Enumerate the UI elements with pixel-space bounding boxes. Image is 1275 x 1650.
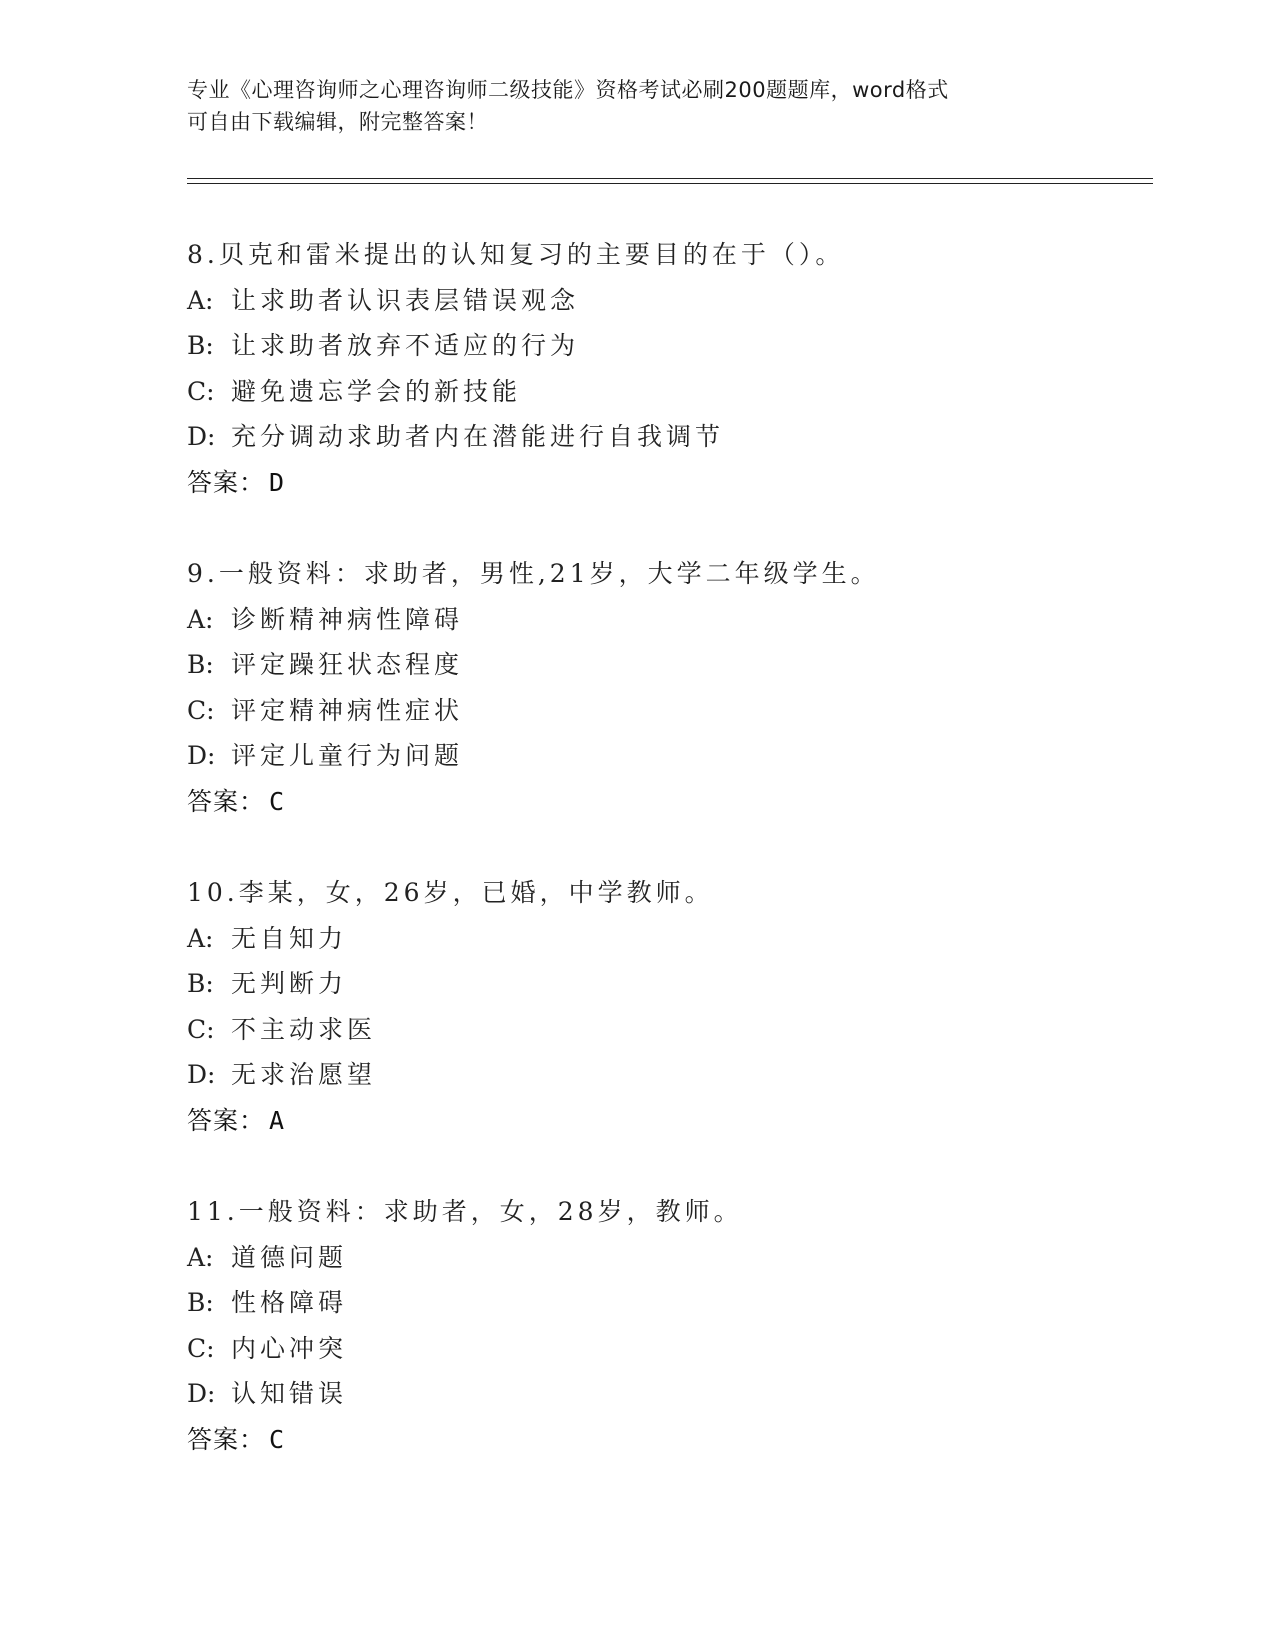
option-b <box>187 961 1147 1007</box>
question-item <box>187 870 1147 1143</box>
option-d <box>187 1052 1147 1098</box>
option-letter: A: <box>187 604 214 634</box>
header-line-2: 可自由下载编辑，附完整答案！ <box>187 110 488 134</box>
answer-line <box>187 1098 1147 1144</box>
answer-label: 答案： <box>187 467 266 497</box>
question-item <box>187 232 1147 505</box>
answer-line <box>187 1417 1147 1463</box>
option-a <box>187 916 1147 962</box>
option-letter: B: <box>187 650 214 679</box>
option-c <box>187 369 1147 415</box>
answer-label: 答案： <box>187 1105 266 1135</box>
option-text: 性格障碍 <box>231 1288 348 1317</box>
option-letter: C: <box>187 1014 215 1044</box>
option-letter: B: <box>187 1288 214 1317</box>
option-d <box>187 733 1147 779</box>
option-letter: C: <box>187 695 215 725</box>
answer-line <box>187 460 1147 506</box>
option-text: 避免遗忘学会的新技能 <box>231 376 522 406</box>
option-text: 不主动求医 <box>231 1014 377 1044</box>
option-d <box>187 1371 1147 1417</box>
option-text: 无自知力 <box>231 923 348 953</box>
answer-label: 答案： <box>187 1424 266 1454</box>
answer-value: C <box>269 786 286 816</box>
option-letter: A: <box>187 285 214 315</box>
option-c <box>187 1326 1147 1372</box>
option-a <box>187 278 1147 324</box>
question-stem: 9.一般资料：求助者，男性,21岁，大学二年级学生。 <box>187 559 880 588</box>
option-c <box>187 1007 1147 1053</box>
answer-label: 答案： <box>187 786 266 816</box>
option-text: 认知错误 <box>231 1379 348 1408</box>
header-divider-top <box>187 178 1153 179</box>
question-list <box>187 232 1147 1508</box>
option-letter: D: <box>187 1060 216 1089</box>
document-header <box>187 74 1087 138</box>
header-divider-bottom <box>187 183 1153 184</box>
option-b <box>187 323 1147 369</box>
option-text: 内心冲突 <box>231 1333 348 1363</box>
option-text: 充分调动求助者内在潜能进行自我调节 <box>231 422 725 451</box>
answer-value: D <box>269 467 286 497</box>
option-letter: C: <box>187 1333 215 1363</box>
option-letter: A: <box>187 1242 214 1272</box>
option-text: 让求助者认识表层错误观念 <box>231 285 580 315</box>
option-text: 评定儿童行为问题 <box>231 741 464 770</box>
answer-value: A <box>269 1105 286 1135</box>
option-text: 无判断力 <box>231 969 348 998</box>
option-text: 道德问题 <box>231 1242 348 1272</box>
option-letter: D: <box>187 1379 216 1408</box>
option-letter: A: <box>187 923 214 953</box>
question-stem: 8.贝克和雷米提出的认知复习的主要目的在于（）。 <box>187 240 845 269</box>
option-letter: C: <box>187 376 215 406</box>
question-stem: 11.一般资料：求助者，女，28岁，教师。 <box>187 1197 743 1226</box>
option-a <box>187 1235 1147 1281</box>
question-stem: 10.李某，女，26岁，已婚，中学教师。 <box>187 878 714 907</box>
option-letter: D: <box>187 422 216 451</box>
option-text: 评定精神病性症状 <box>231 695 464 725</box>
option-text: 评定躁狂状态程度 <box>231 650 464 679</box>
option-letter: B: <box>187 331 214 360</box>
question-item <box>187 1189 1147 1462</box>
option-a <box>187 597 1147 643</box>
option-letter: B: <box>187 969 214 998</box>
option-text: 无求治愿望 <box>231 1060 377 1089</box>
option-d <box>187 414 1147 460</box>
option-b <box>187 642 1147 688</box>
answer-value: C <box>269 1424 286 1454</box>
answer-line <box>187 779 1147 825</box>
question-item <box>187 551 1147 824</box>
option-text: 让求助者放弃不适应的行为 <box>231 331 580 360</box>
option-text: 诊断精神病性障碍 <box>231 604 464 634</box>
option-c <box>187 688 1147 734</box>
option-letter: D: <box>187 741 216 770</box>
option-b <box>187 1280 1147 1326</box>
header-line-1: 专业《心理咨询师之心理咨询师二级技能》资格考试必刷200题题库，word格式 <box>187 78 949 102</box>
